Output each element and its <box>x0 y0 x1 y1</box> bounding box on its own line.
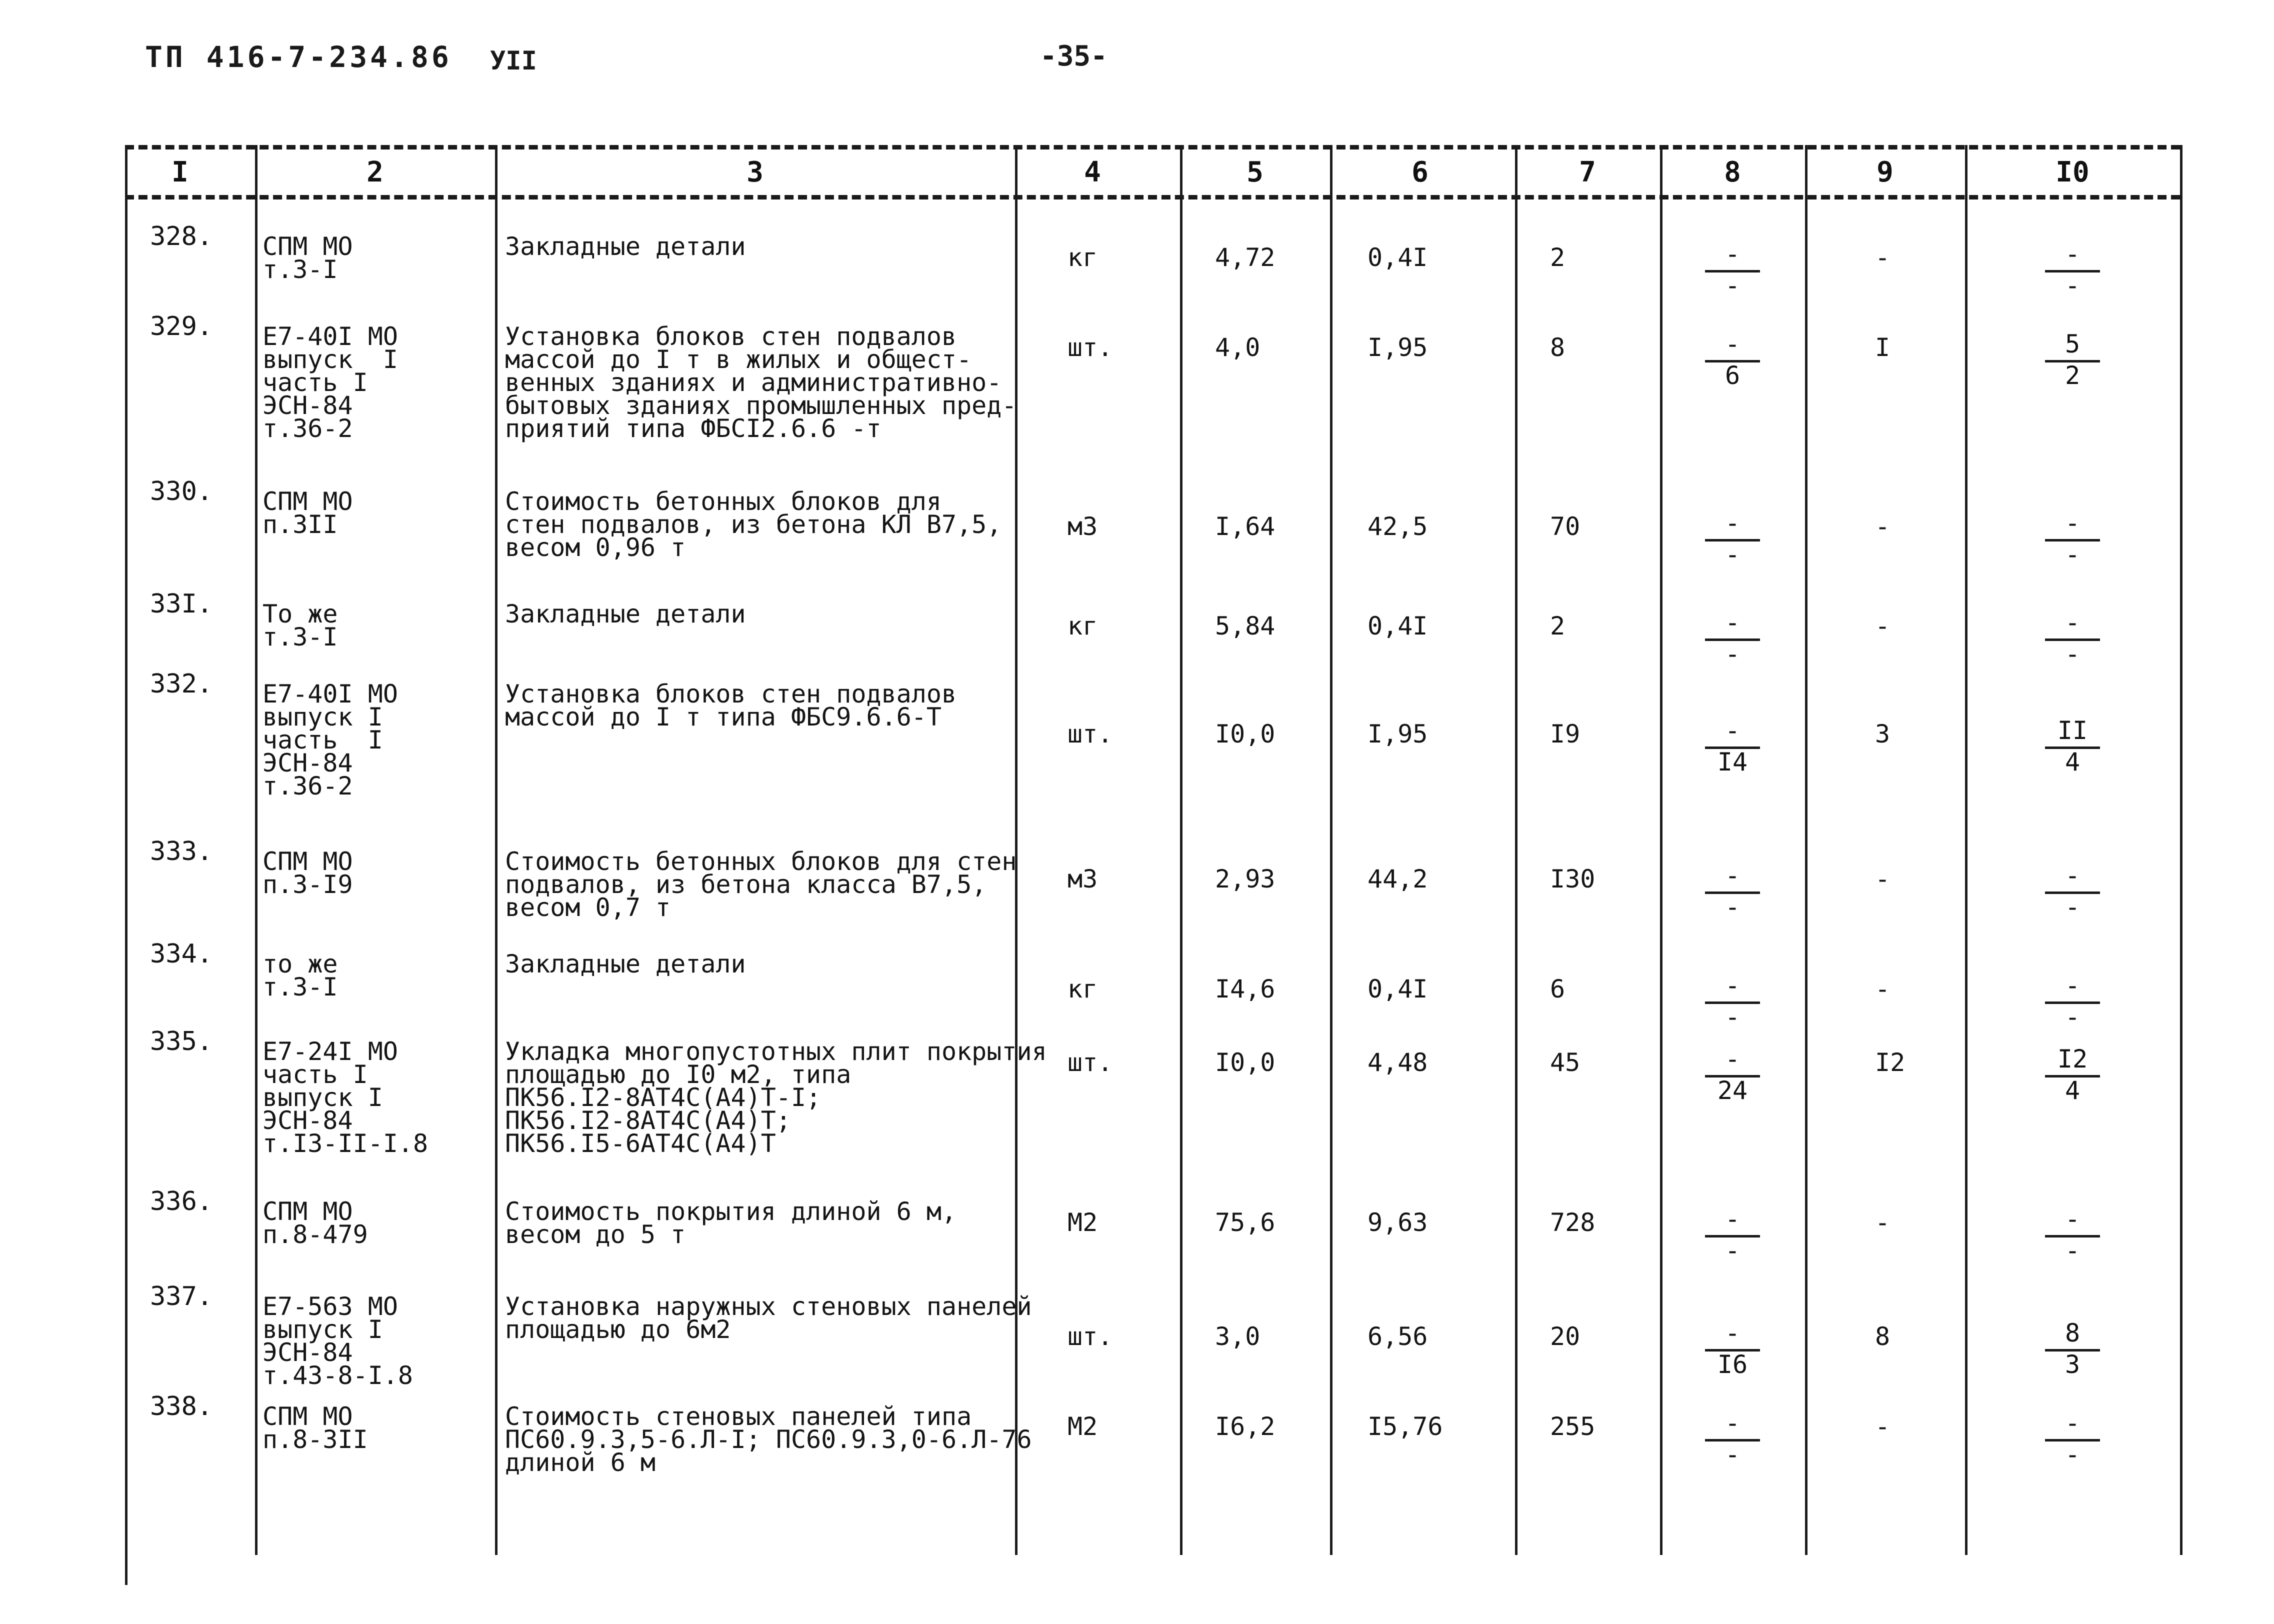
column-divider <box>255 145 258 1555</box>
fraction-numerator: - <box>1705 862 1760 894</box>
row-description: Стоимость бетонных блоков для стен подвалов, из бетона КЛ В7,5, весом 0,96 т <box>505 487 1002 562</box>
fraction-denominator: - <box>2064 892 2080 922</box>
row-col9: - <box>1875 612 1890 640</box>
fraction-numerator: - <box>1705 610 1760 641</box>
row-quantity: 2,93 <box>1215 864 1276 894</box>
row-unit-price: 0,4I <box>1368 612 1428 640</box>
row-col9: - <box>1875 1208 1890 1237</box>
fraction-denominator: 3 <box>2064 1350 2080 1379</box>
row-col10-fraction <box>2045 510 2100 570</box>
row-unit-price: 9,63 <box>1368 1208 1428 1237</box>
fraction-denominator: - <box>1724 1440 1740 1469</box>
row-quantity: 4,0 <box>1215 333 1260 362</box>
row-col10-fraction <box>2045 241 2100 302</box>
row-col8-fraction <box>1705 862 1760 923</box>
row-total: 255 <box>1550 1412 1596 1441</box>
fraction-numerator: - <box>1705 972 1760 1004</box>
row-col9: 8 <box>1875 1322 1890 1351</box>
fraction-numerator: 8 <box>2045 1320 2100 1352</box>
row-number: 338. <box>150 1392 213 1422</box>
row-col8-fraction <box>1705 241 1760 302</box>
row-unit-price: I,95 <box>1368 720 1428 748</box>
table-header-rule <box>125 195 2180 200</box>
column-divider <box>1330 145 1332 1555</box>
row-reference: СПМ МО п.3II <box>262 487 353 539</box>
row-quantity: I,64 <box>1215 512 1276 541</box>
row-quantity: I6,2 <box>1215 1412 1276 1441</box>
table-top-rule <box>125 145 2180 150</box>
row-col10-fraction <box>2045 1206 2100 1266</box>
column-header: 6 <box>1412 156 1428 188</box>
column-header: 9 <box>1876 156 1894 188</box>
fraction-denominator: - <box>1724 271 1740 300</box>
row-number: 333. <box>150 836 213 866</box>
column-divider <box>495 145 498 1555</box>
fraction-denominator: 4 <box>2064 1076 2080 1105</box>
row-col8-fraction <box>1705 610 1760 670</box>
column-divider <box>1515 145 1518 1555</box>
fraction-denominator: 6 <box>1724 361 1740 390</box>
fraction-denominator: - <box>1724 640 1740 668</box>
row-unit: кг <box>1068 612 1098 640</box>
fraction-numerator: - <box>1705 718 1760 749</box>
row-unit-price: I,95 <box>1368 333 1428 362</box>
fraction-numerator: I2 <box>2045 1046 2100 1078</box>
fraction-numerator: - <box>2045 241 2100 272</box>
row-quantity: 4,72 <box>1215 243 1276 272</box>
row-unit-price: 4,48 <box>1368 1048 1428 1077</box>
row-col10-fraction <box>2045 1410 2100 1470</box>
row-description: Стоимость бетонных блоков для стен подвалов, из бетона класса В7,5, весом 0,7 т <box>505 847 1017 922</box>
row-col8-fraction <box>1705 1046 1760 1106</box>
row-reference: Е7-40I МО выпуск I часть I ЭСН-84 т.36-2 <box>262 322 398 443</box>
row-col9: - <box>1875 974 1890 1004</box>
row-col8-fraction <box>1705 1206 1760 1266</box>
fraction-denominator: - <box>2064 640 2080 668</box>
fraction-numerator: - <box>2045 862 2100 894</box>
fraction-numerator: - <box>2045 972 2100 1004</box>
fraction-denominator: - <box>2064 1002 2080 1032</box>
row-total: 8 <box>1550 333 1566 362</box>
row-col10-fraction <box>2045 972 2100 1033</box>
fraction-numerator: - <box>1705 510 1760 542</box>
column-divider <box>1180 145 1182 1555</box>
row-number: 332. <box>150 669 213 699</box>
row-total: I30 <box>1550 864 1596 894</box>
row-reference: СПМ МО п.8-479 <box>262 1197 368 1249</box>
row-unit: кг <box>1068 974 1098 1004</box>
row-number: 334. <box>150 939 213 969</box>
column-divider <box>2180 145 2182 1555</box>
row-col10-fraction <box>2045 718 2100 778</box>
fraction-numerator: - <box>1705 1410 1760 1442</box>
row-unit-price: 6,56 <box>1368 1322 1428 1351</box>
row-reference: То же т.3-I <box>262 600 338 652</box>
page-number: -35- <box>1040 40 1108 72</box>
column-divider <box>1965 145 1968 1555</box>
fraction-denominator: - <box>2064 271 2080 300</box>
document-code: ТП 416-7-234.86 <box>145 40 452 74</box>
fraction-numerator: - <box>2045 610 2100 641</box>
row-description: Закладные детали <box>505 600 746 628</box>
row-unit: М2 <box>1068 1208 1098 1237</box>
fraction-numerator: - <box>1705 331 1760 362</box>
fraction-numerator: II <box>2045 718 2100 749</box>
row-col8-fraction <box>1705 1410 1760 1470</box>
row-total: 6 <box>1550 974 1566 1004</box>
row-number: 329. <box>150 312 213 342</box>
fraction-denominator: 24 <box>1717 1076 1748 1105</box>
column-header: 8 <box>1724 156 1741 188</box>
row-col9: - <box>1875 864 1890 894</box>
row-quantity: I0,0 <box>1215 1048 1276 1077</box>
row-reference: Е7-24I МО часть I выпуск I ЭСН-84 т.I3-II-I.8 <box>262 1037 428 1158</box>
fraction-denominator: 4 <box>2064 748 2080 776</box>
row-description: Стоимость стеновых панелей типа ПС60.9.3,5-6.Л-I; ПС60.9.3,0-6.Л-76 длиной 6 м <box>505 1402 1032 1477</box>
column-header: 4 <box>1084 156 1101 188</box>
row-quantity: I0,0 <box>1215 720 1276 748</box>
row-col8-fraction <box>1705 718 1760 778</box>
row-unit: М2 <box>1068 1412 1098 1441</box>
row-col9: I <box>1875 333 1890 362</box>
row-reference: Е7-40I МО выпуск I часть I ЭСН-84 т.36-2 <box>262 680 398 800</box>
row-total: 2 <box>1550 243 1566 272</box>
row-unit: м3 <box>1068 864 1098 894</box>
row-description: Установка наружных стеновых панелей площадью до 6м2 <box>505 1292 1032 1344</box>
row-unit-price: 0,4I <box>1368 243 1428 272</box>
fraction-denominator: - <box>1724 1236 1740 1265</box>
fraction-numerator: - <box>1705 241 1760 272</box>
row-total: 728 <box>1550 1208 1596 1237</box>
row-col8-fraction <box>1705 972 1760 1033</box>
row-col9: - <box>1875 1412 1890 1441</box>
column-header: I <box>172 156 188 188</box>
row-unit: шт. <box>1068 720 1113 748</box>
row-description: Закладные детали <box>505 232 746 261</box>
row-col9: - <box>1875 512 1890 541</box>
row-total: 2 <box>1550 612 1566 640</box>
row-quantity: 5,84 <box>1215 612 1276 640</box>
row-col9: I2 <box>1875 1048 1906 1077</box>
row-col8-fraction <box>1705 510 1760 570</box>
fraction-denominator: 2 <box>2064 361 2080 390</box>
row-col10-fraction <box>2045 610 2100 670</box>
row-number: 337. <box>150 1282 213 1312</box>
row-total: 70 <box>1550 512 1580 541</box>
row-unit: кг <box>1068 243 1098 272</box>
row-total: 20 <box>1550 1322 1580 1351</box>
row-description: Установка блоков стен подвалов массой до I т в жилых и общест- венных зданиях и административно- бытовых зданиях промышленных пред- приятий типа ФБСI2.6.6 -т <box>505 322 1017 443</box>
fraction-numerator: - <box>1705 1206 1760 1238</box>
row-col8-fraction <box>1705 1320 1760 1380</box>
row-col10-fraction <box>2045 1046 2100 1106</box>
row-col10-fraction <box>2045 862 2100 923</box>
row-unit-price: I5,76 <box>1368 1412 1443 1441</box>
document-section: УII <box>490 46 537 76</box>
fraction-denominator: - <box>1724 892 1740 922</box>
row-reference: то же т.3-I <box>262 950 338 1002</box>
fraction-numerator: - <box>2045 1410 2100 1442</box>
fraction-denominator: I4 <box>1717 748 1748 776</box>
row-description: Закладные детали <box>505 950 746 978</box>
column-divider <box>125 145 128 1585</box>
column-header: 3 <box>746 156 764 188</box>
row-col9: - <box>1875 243 1890 272</box>
row-quantity: 75,6 <box>1215 1208 1276 1237</box>
row-number: 33I. <box>150 589 213 619</box>
row-reference: СПМ МО п.3-I9 <box>262 847 353 899</box>
row-total: 45 <box>1550 1048 1580 1077</box>
row-col10-fraction <box>2045 331 2100 392</box>
row-unit: м3 <box>1068 512 1098 541</box>
fraction-numerator: - <box>2045 1206 2100 1238</box>
fraction-numerator: - <box>1705 1046 1760 1078</box>
fraction-denominator: - <box>2064 540 2080 569</box>
row-unit: шт. <box>1068 333 1113 362</box>
row-unit-price: 0,4I <box>1368 974 1428 1004</box>
column-header: 7 <box>1579 156 1596 188</box>
row-description: Стоимость покрытия длиной 6 м, весом до 5 т <box>505 1197 957 1249</box>
row-col8-fraction <box>1705 331 1760 392</box>
fraction-denominator: - <box>2064 1236 2080 1265</box>
fraction-numerator: 5 <box>2045 331 2100 362</box>
column-header: 5 <box>1246 156 1264 188</box>
row-number: 328. <box>150 222 213 252</box>
row-col9: 3 <box>1875 720 1890 748</box>
column-divider <box>1805 145 1808 1555</box>
fraction-denominator: - <box>1724 1002 1740 1032</box>
row-reference: СПМ МО п.8-3II <box>262 1402 368 1454</box>
column-header: 2 <box>366 156 384 188</box>
row-reference: СПМ МО т.3-I <box>262 232 353 284</box>
row-number: 330. <box>150 476 213 506</box>
row-total: I9 <box>1550 720 1580 748</box>
fraction-denominator: - <box>1724 540 1740 569</box>
column-header: I0 <box>2056 156 2090 188</box>
column-divider <box>1660 145 1662 1555</box>
row-unit-price: 42,5 <box>1368 512 1428 541</box>
row-col10-fraction <box>2045 1320 2100 1380</box>
row-quantity: I4,6 <box>1215 974 1276 1004</box>
row-unit: шт. <box>1068 1322 1113 1351</box>
estimate-table <box>105 145 2180 1590</box>
row-unit: шт. <box>1068 1048 1113 1077</box>
fraction-denominator: - <box>2064 1440 2080 1469</box>
row-number: 336. <box>150 1186 213 1216</box>
row-reference: Е7-563 МО выпуск I ЭСН-84 т.43-8-I.8 <box>262 1292 414 1390</box>
row-description: Укладка многопустотных плит покрытия площадью до I0 м2, типа ПК56.I2-8АТ4С(А4)Т-I; ПК56.I2-8АТ4С(А4)Т; ПК56.I5-6АТ4С(А4)Т <box>505 1037 1047 1158</box>
fraction-numerator: - <box>1705 1320 1760 1352</box>
row-number: 335. <box>150 1026 213 1056</box>
fraction-numerator: - <box>2045 510 2100 542</box>
row-description: Установка блоков стен подвалов массой до I т типа ФБС9.6.6-Т <box>505 680 957 732</box>
row-unit-price: 44,2 <box>1368 864 1428 894</box>
fraction-denominator: I6 <box>1717 1350 1748 1379</box>
row-quantity: 3,0 <box>1215 1322 1260 1351</box>
